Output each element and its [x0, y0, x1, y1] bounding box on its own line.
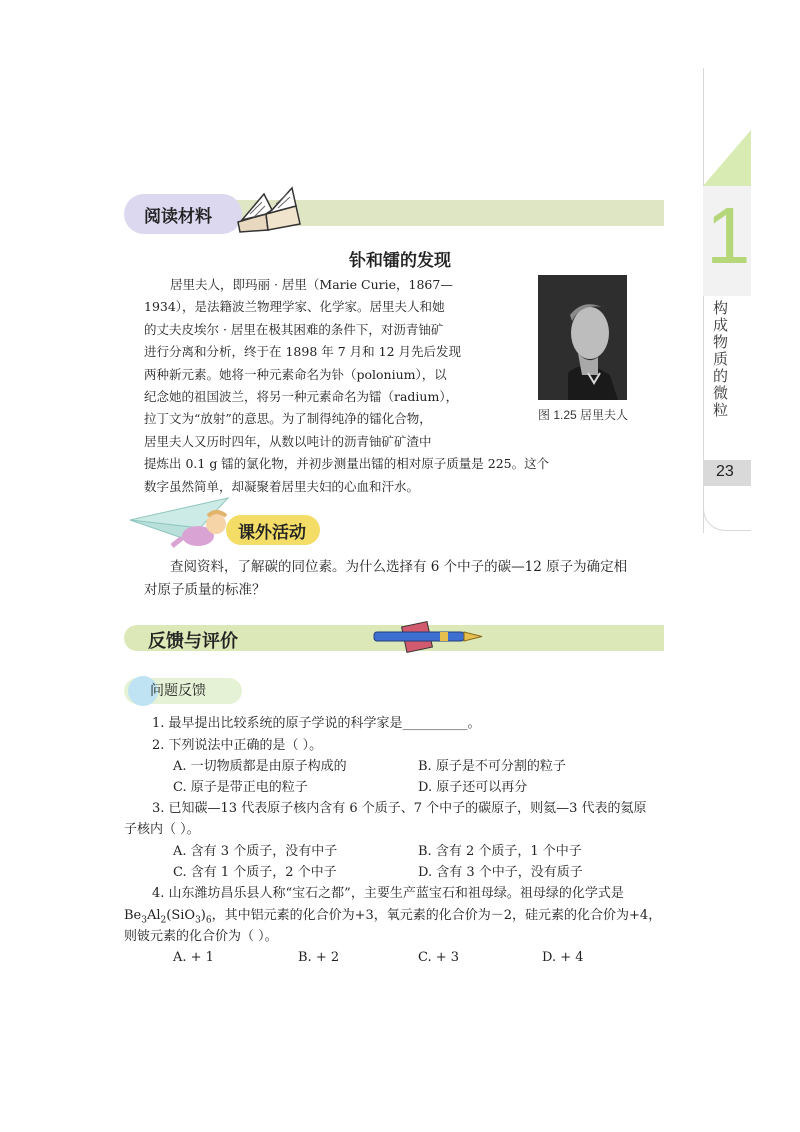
q3-option-b: B. 含有 2 个质子，1 个中子 — [418, 844, 582, 859]
page-number: 23 — [716, 463, 734, 480]
q4-option-b: B. + 2 — [298, 950, 340, 965]
formula-be: Be — [124, 908, 142, 923]
q4-option-d: D. + 4 — [542, 950, 584, 965]
reading-line-2: 1934），是法籍波兰物理学家、化学家。居里夫人和她 — [144, 299, 445, 314]
q4-option-c: C. + 3 — [418, 950, 460, 965]
q4-option-a: A. + 1 — [173, 950, 214, 965]
reading-line-1: 居里夫人，即玛丽 · 居里（Marie Curie，1867— — [170, 277, 453, 292]
formula-close: ) — [200, 908, 206, 923]
formula-close-sub: 6 — [205, 915, 212, 926]
reading-line-4: 进行分离和分析，终于在 1898 年 7 月和 12 月先后发现 — [144, 344, 462, 359]
feedback-label: 反馈与评价 — [148, 631, 238, 652]
portrait-photo — [538, 275, 627, 400]
reading-line-7: 拉丁文为“放射”的意思。为了制得纯净的镭化合物， — [144, 411, 432, 426]
formula-al-sub: 2 — [160, 915, 167, 926]
q2-option-d: D. 原子还可以再分 — [418, 780, 528, 795]
question-4-line-3: 则铍元素的化合价为（ ）。 — [124, 929, 278, 944]
q2-option-c: C. 原子是带正电的粒子 — [173, 780, 308, 795]
article-title: 钋和镭的发现 — [349, 251, 451, 271]
activity-line-1: 查阅资料，了解碳的同位素。为什么选择有 6 个中子的碳—12 原子为确定相 — [170, 559, 628, 575]
q3-option-c: C. 含有 1 个质子，2 个中子 — [173, 865, 337, 880]
formula-al: Al — [146, 908, 161, 923]
question-3-line-1: 3. 已知碳—13 代表原子核内含有 6 个质子、7 个中子的碳原子，则氦—3 代表的氦原 — [152, 801, 647, 816]
reading-line-10: 数字虽然简单，却凝聚着居里夫妇的心血和汗水。 — [144, 479, 420, 494]
q3-option-a: A. 含有 3 个质子，没有中子 — [173, 844, 338, 859]
question-feedback-label: 问题反馈 — [150, 683, 206, 699]
reading-section-label: 阅读材料 — [144, 207, 212, 227]
q3-option-d: D. 含有 3 个中子，没有质子 — [418, 865, 583, 880]
chapter-number: 1 — [706, 191, 751, 280]
figure-caption: 图 1.25 居里夫人 — [538, 408, 629, 422]
question-1: 1. 最早提出比较系统的原子学说的科学家是__________。 — [152, 716, 481, 731]
formula-si: (SiO — [166, 908, 196, 923]
open-book-icon — [232, 184, 304, 234]
reading-line-5: 两种新元素。她将一种元素命名为钋（polonium），以 — [144, 367, 447, 382]
reading-line-3: 的丈夫皮埃尔 · 居里在极其困难的条件下，对沥青铀矿 — [144, 322, 444, 337]
question-3-line-2: 子核内（ ）。 — [124, 822, 200, 837]
chapter-tab-corner — [703, 130, 751, 186]
question-2: 2. 下列说法中正确的是（ ）。 — [152, 738, 323, 753]
reading-line-8: 居里夫人又历时四年，从数以吨计的沥青铀矿矿渣中 — [144, 434, 432, 449]
reading-line-9: 提炼出 0.1 g 镭的氯化物，并初步测量出镭的相对原子质量是 225。这个 — [144, 456, 550, 471]
pen-notebook-icon — [370, 620, 486, 654]
activity-line-2: 对原子质量的标准？ — [144, 582, 266, 598]
q2-option-b: B. 原子是不可分割的粒子 — [418, 759, 566, 774]
formula-be-sub: 3 — [141, 915, 147, 926]
q2-option-a: A. 一切物质都是由原子构成的 — [173, 759, 347, 774]
margin-curve — [703, 486, 751, 531]
formula-si-sub: 3 — [195, 915, 201, 926]
reading-line-6: 纪念她的祖国波兰，将另一种元素命名为镭（radium）， — [144, 389, 459, 404]
question-4-line-1: 4. 山东潍坊昌乐县人称“宝石之都”，主要生产蓝宝石和祖母绿。祖母绿的化学式是 — [152, 886, 624, 901]
chapter-title: 构成物质的微粒 — [713, 299, 729, 419]
activity-label: 课外活动 — [238, 523, 306, 543]
question-4-rest: ，其中铝元素的化合价为+3，氧元素的化合价为－2，硅元素的化合价为+4， — [211, 908, 662, 923]
